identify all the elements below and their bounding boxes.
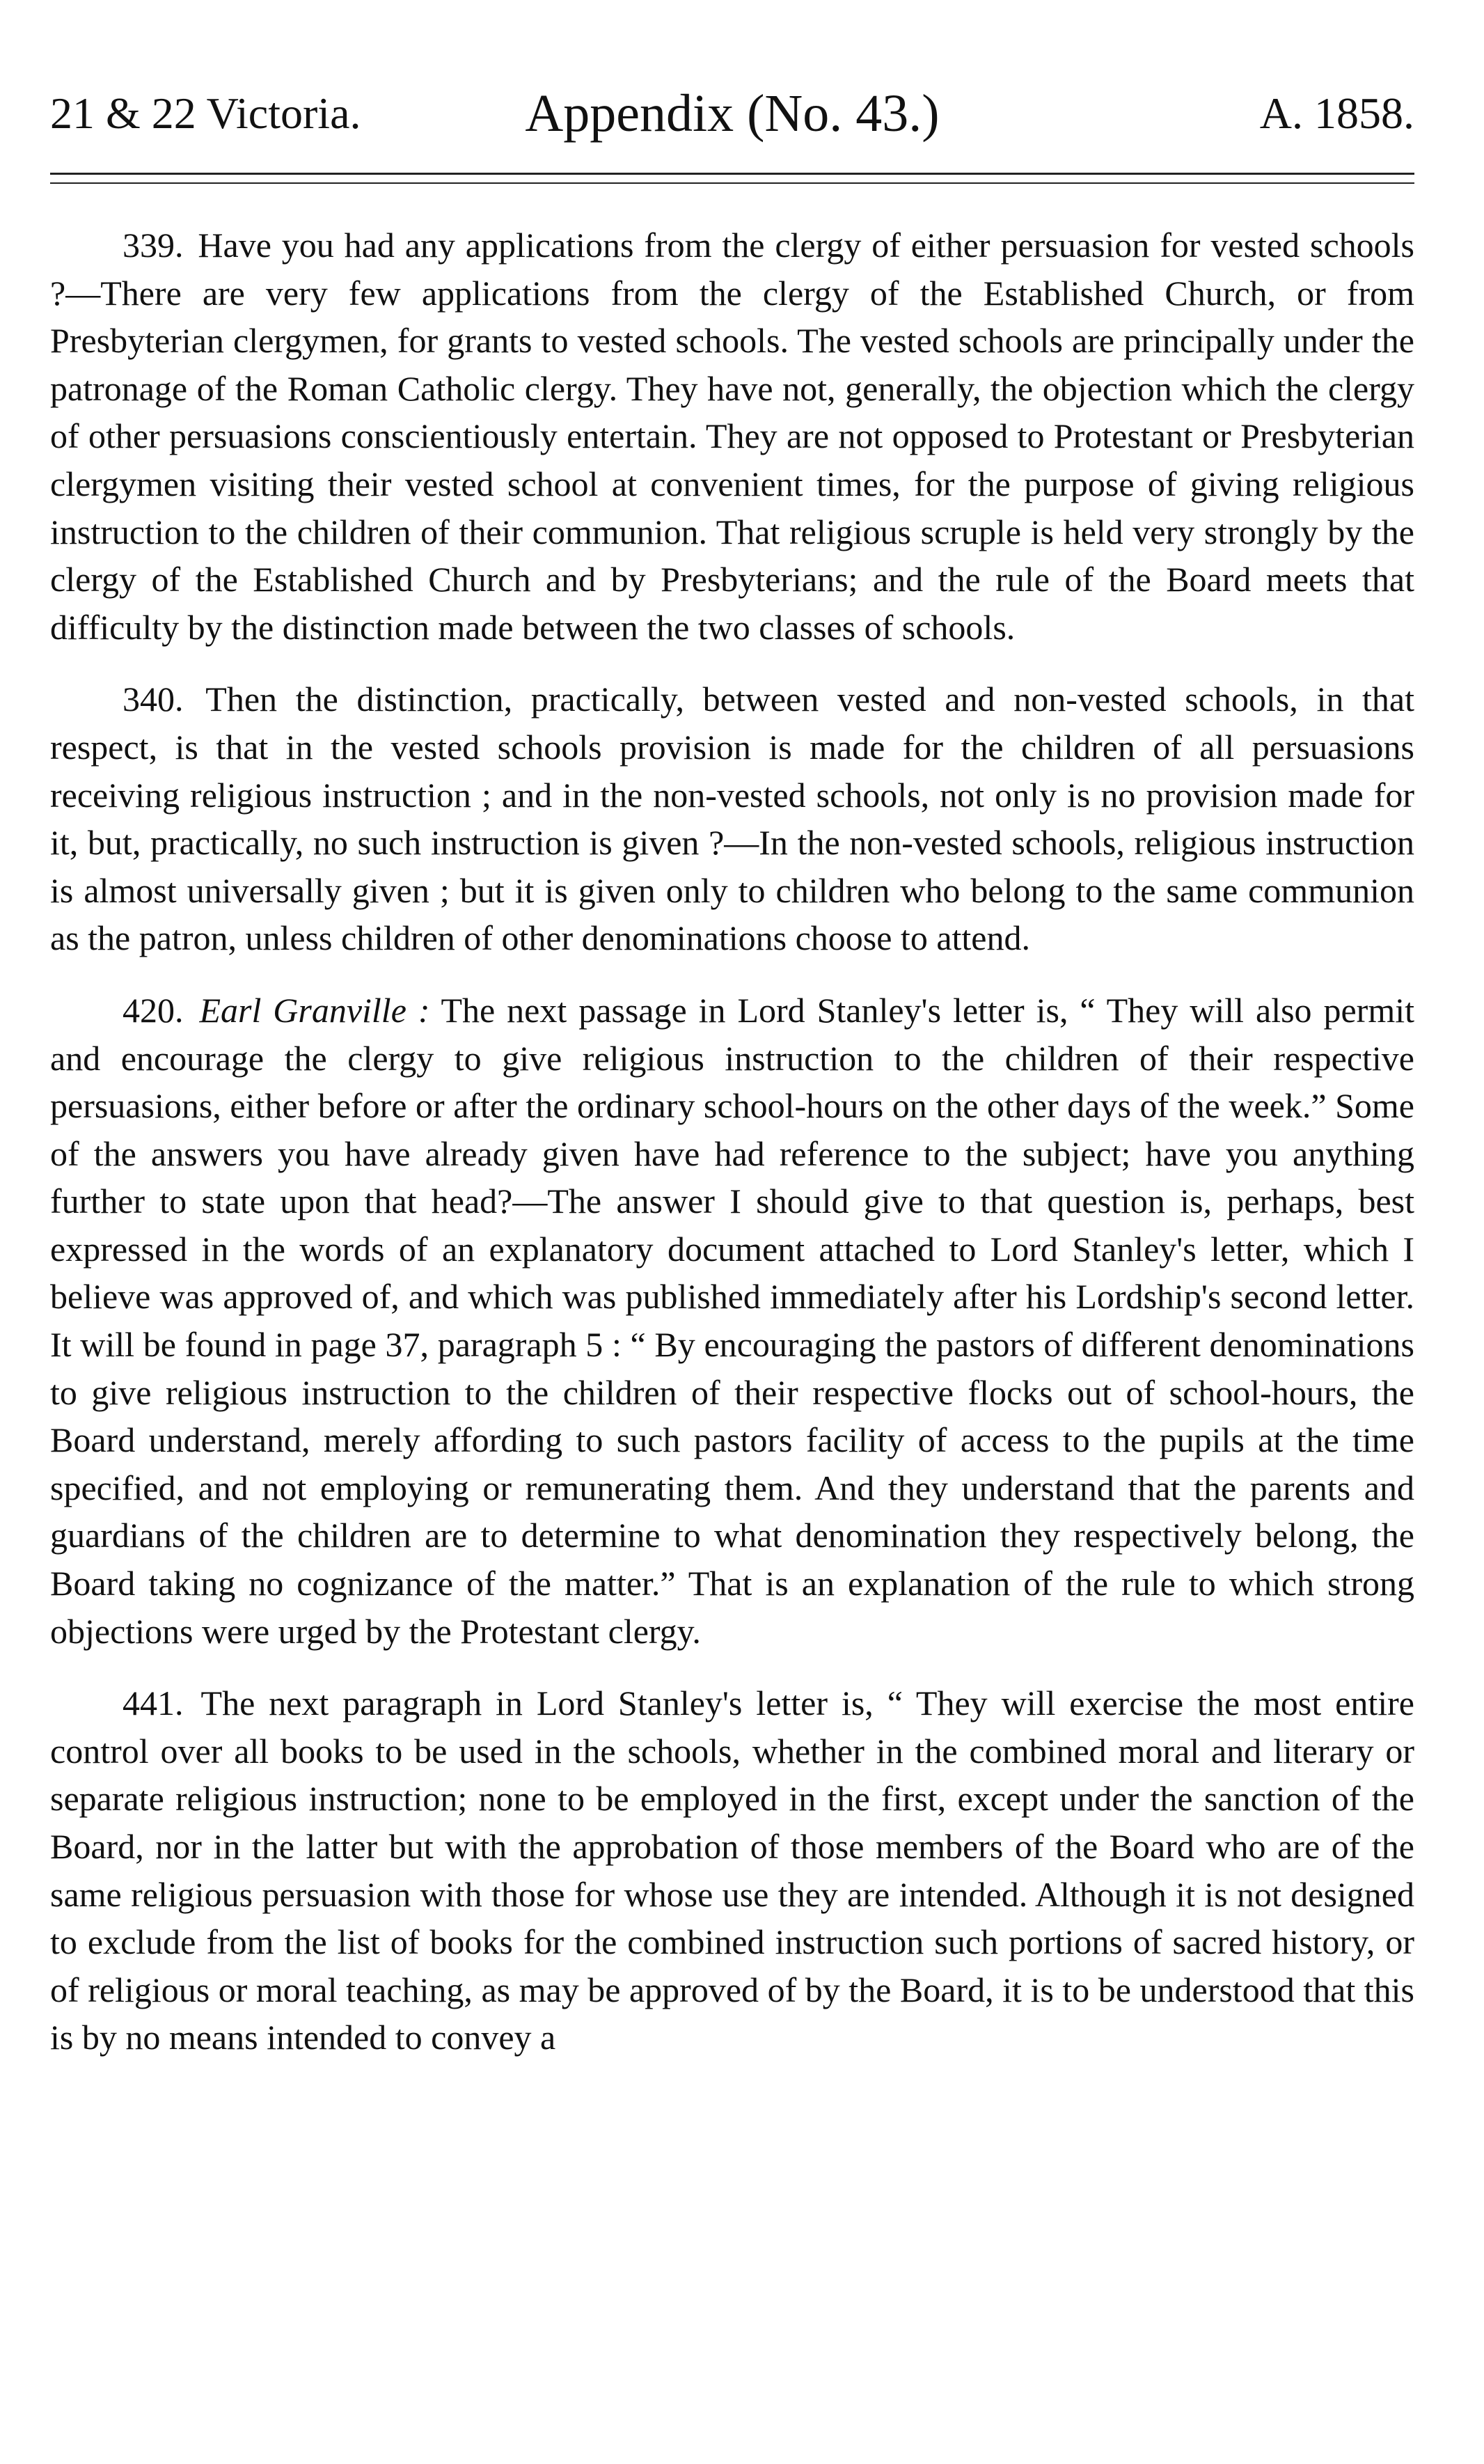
header-year: A. 1858. — [1259, 88, 1414, 138]
paragraph-text: The next passage in Lord Stanley's letter is, “ They will also permit and encourage the clergy to give religious instruction to the children of their respective persuasions, either before or after the ordinary school-hours on the other days of the week.” Some of the answers you have already given have had reference to the subject; have you anything further to state upon that head?—The answer I should give to that question is, perhaps, best expressed in the words of an explanatory document attached to Lord Stanley's letter, which I believe was approved of, and which was published immediately after his Lordship's second letter. It will be found in page 37, paragraph 5 : “ By encouraging the pastors of different denominations to give religious instruction to the children of their respective flocks out of school-hours, the Board understand, merely affording to such pastors facility of access to the pupils at the time specified, and not employing or remunerating them. And they understand that the parents and guardians of the children are to determine to what denomination they respectively belong, the Board taking no cognizance of the matter.” That is an explanation of the rule to which strong objections were urged by the Protestant clergy. — [50, 990, 1414, 1651]
paragraph-text: The next paragraph in Lord Stanley's letter is, “ They will exercise the most entire control over all books to be used in the schools, whether in the combined moral and literary or separate religious instruction; none to be employed in the first, except under the sanction of the Board, nor in the latter but with the approbation of those members of the Board who are of the same religious persuasion with those for whose use they are intended. Although it is not designed to exclude from the list of books for the combined instruction such portions of sacred history, or of religious or moral teaching, as may be approved of by the Board, it is to be understood that this is by no means intended to convey a — [50, 1684, 1414, 2057]
paragraph-text: Then the distinction, practically, between vested and non-vested schools, in that respect, is that in the vested schools provision is made for the children of all persuasions receiving religious instruction ; and in the non-vested schools, not only is no provision made for it, but, practically, no such instruction is given ?—In the non-vested schools, religious instruction is almost universally given ; but it is given only to children who belong to the same communion as the patron, unless children of other denominations choose to attend. — [50, 680, 1414, 958]
header-appendix-title: Appendix (No. 43.) — [525, 84, 940, 143]
body-text — [50, 221, 1414, 2062]
speaker-name: Earl Granville : — [199, 990, 430, 1030]
header-session: 21 & 22 Victoria. — [50, 88, 361, 138]
paragraph-number: 420. — [123, 990, 184, 1030]
paragraph-number: 441. — [123, 1684, 184, 1723]
header-rule-bottom — [50, 182, 1414, 184]
paragraph-number: 339. — [123, 226, 184, 265]
paragraph-number: 340. — [123, 680, 184, 719]
running-header — [50, 82, 1414, 145]
paragraph-441 — [50, 1679, 1414, 2062]
paragraph-text: Have you had any applications from the clergy of either persuasion for vested schools ?—There are very few applications from the clergy of the Established Church, or from Presbyterian clergymen, for grants to vested schools. The vested schools are principally under the patronage of the Roman Catholic clergy. They have not, generally, the objection which the clergy of other persuasions conscientiously entertain. They are not opposed to Protestant or Presbyterian clergymen visiting their vested school at convenient times, for the purpose of giving religious instruction to the children of their communion. That religious scruple is held very strongly by the clergy of the Established Church and by Presbyterians; and the rule of the Board meets that difficulty by the distinction made between the two classes of schools. — [50, 226, 1414, 647]
paragraph-420 — [50, 987, 1414, 1655]
paragraph-340 — [50, 675, 1414, 962]
header-rule-top — [50, 173, 1414, 175]
paragraph-339 — [50, 221, 1414, 651]
